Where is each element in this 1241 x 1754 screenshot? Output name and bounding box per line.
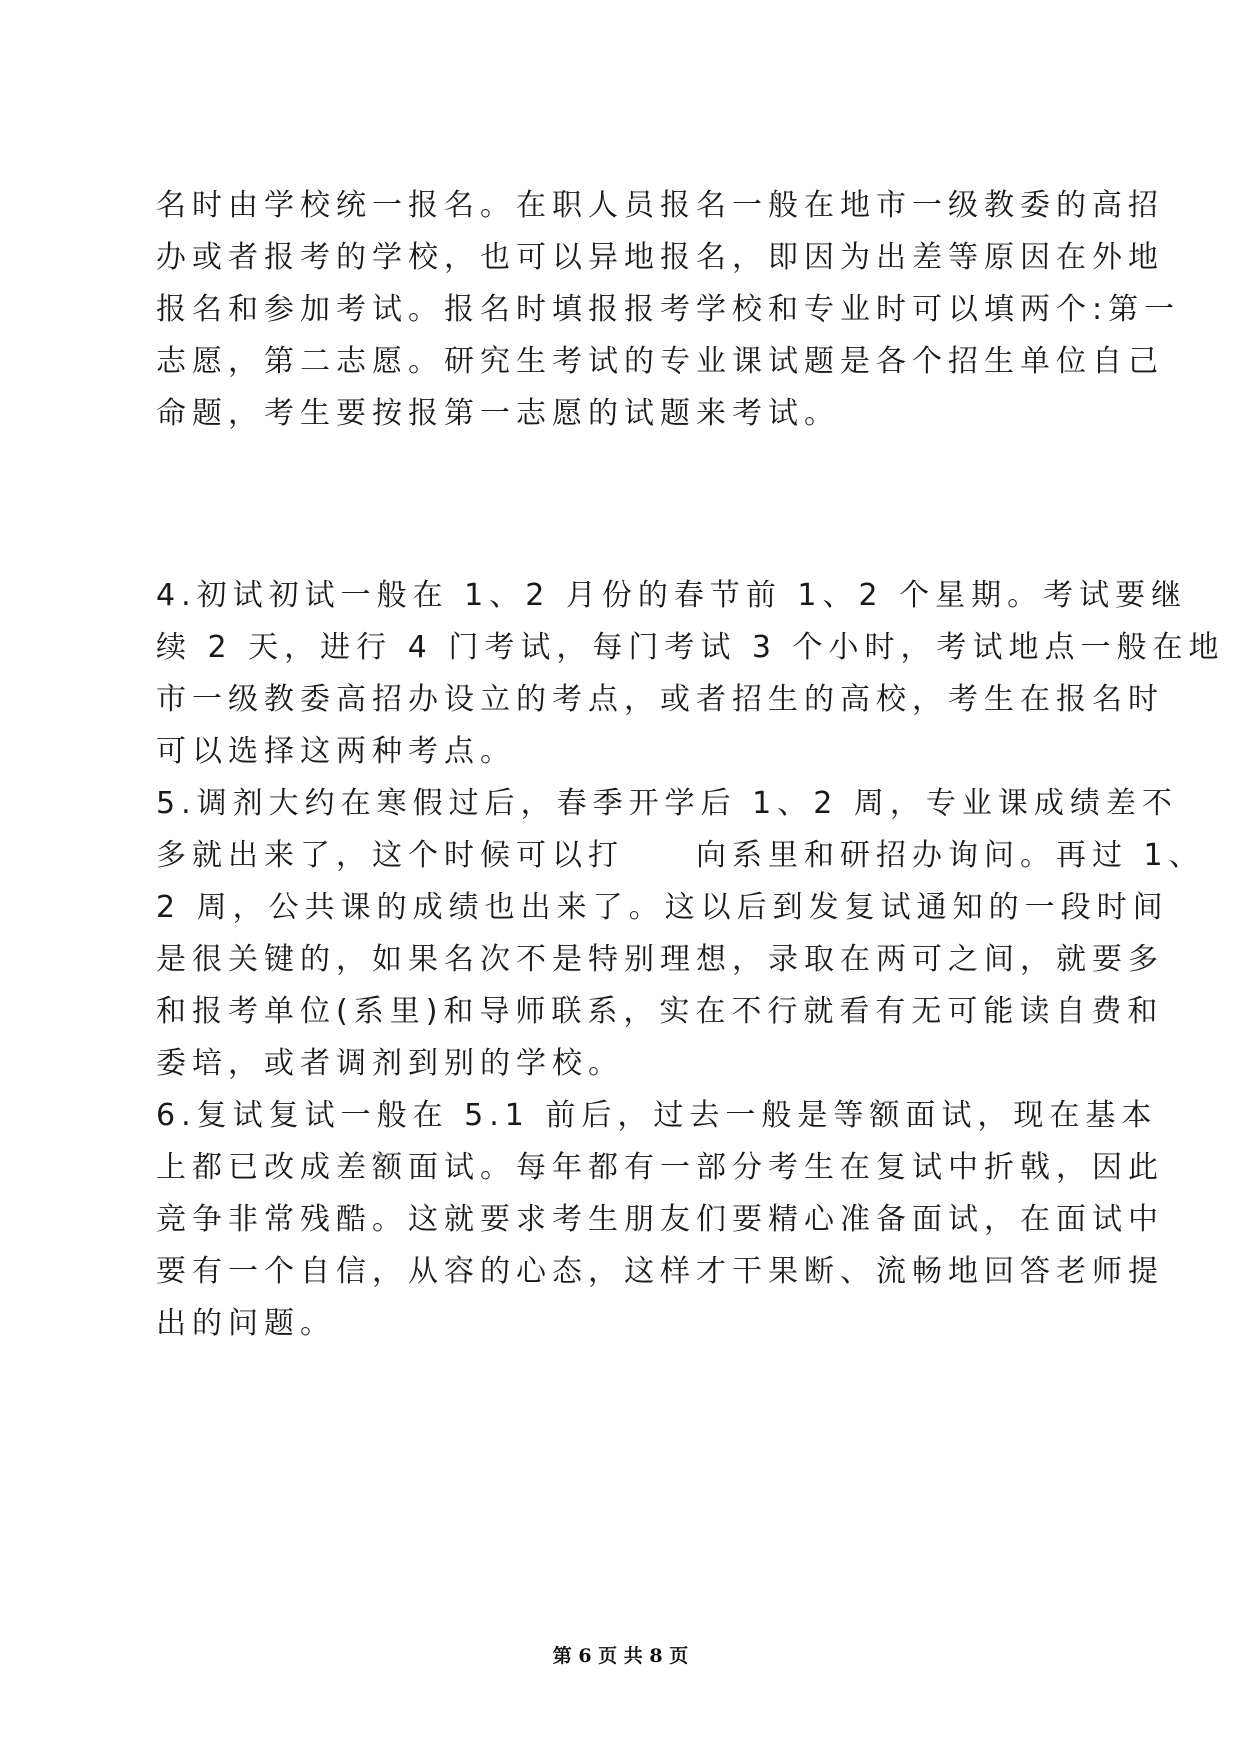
- text-line: 竞争非常残酷。这就要求考生朋友们要精心准备面试，在面试中: [156, 1202, 1164, 1237]
- text-line: 委培，或者调剂到别的学校。: [156, 1046, 624, 1081]
- text-line: 上都已改成差额面试。每年都有一部分考生在复试中折戟，因此: [156, 1150, 1164, 1185]
- text-line: 办或者报考的学校，也可以异地报名，即因为出差等原因在外地: [156, 240, 1164, 275]
- text-line: 要有一个自信，从容的心态，这样才干果断、流畅地回答老师提: [156, 1254, 1164, 1289]
- page-number-footer: 第 6 页 共 8 页: [552, 1645, 689, 1667]
- text-line: 报名和参加考试。报名时填报报考学校和专业时可以填两个:第一: [156, 292, 1181, 327]
- text-line: 是很关键的，如果名次不是特别理想，录取在两可之间，就要多: [156, 942, 1164, 977]
- text-line: 5.调剂大约在寒假过后，春季开学后 1、2 周，专业课成绩差不: [156, 786, 1178, 821]
- text-line: 命题，考生要按报第一志愿的试题来考试。: [156, 396, 840, 431]
- text-line: 名时由学校统一报名。在职人员报名一般在地市一级教委的高招: [156, 188, 1164, 223]
- text-line: 和报考单位(系里)和导师联系，实在不行就看有无可能读自费和: [156, 994, 1164, 1029]
- text-line: 市一级教委高招办设立的考点，或者招生的高校，考生在报名时: [156, 682, 1164, 717]
- text-line: 可以选择这两种考点。: [156, 734, 516, 769]
- text-line: 续 2 天，进行 4 门考试，每门考试 3 个小时，考试地点一般在地: [156, 630, 1225, 665]
- text-line: 出的问题。: [156, 1306, 336, 1341]
- text-line: 志愿，第二志愿。研究生考试的专业课试题是各个招生单位自己: [156, 344, 1164, 379]
- text-line: 4.初试初试一般在 1、2 月份的春节前 1、2 个星期。考试要继: [156, 578, 1188, 613]
- text-line: 2 周，公共课的成绩也出来了。这以后到发复试通知的一段时间: [156, 890, 1169, 925]
- text-line: 多就出来了，这个时候可以打 向系里和研招办询问。再过 1、: [156, 838, 1205, 873]
- text-line: 6.复试复试一般在 5.1 前后，过去一般是等额面试，现在基本: [156, 1098, 1158, 1133]
